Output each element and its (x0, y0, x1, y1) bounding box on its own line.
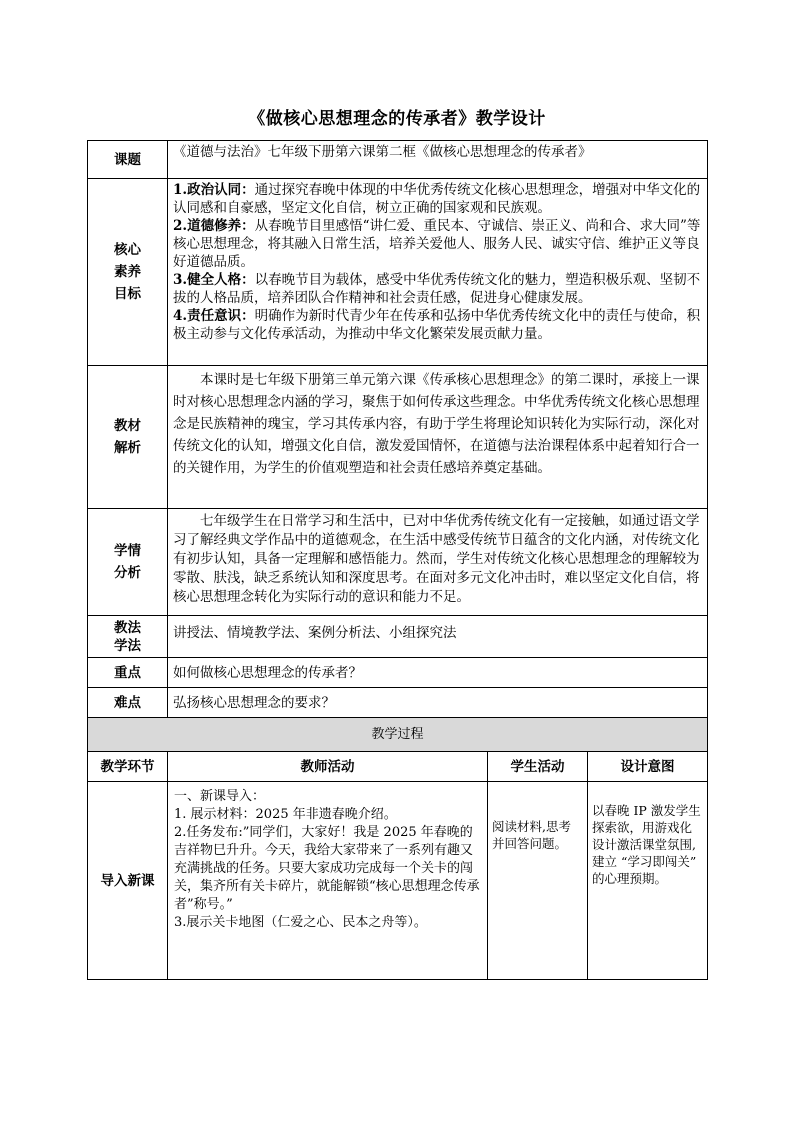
row-process-headers (88, 752, 708, 782)
row-topic (88, 141, 708, 179)
header-intent: 设计意图 (588, 752, 708, 782)
value-core-literacy (168, 179, 708, 366)
header-student: 学生活动 (488, 752, 588, 782)
row-key-point (88, 658, 708, 688)
design-intent: 以春晚 IP 激发学生探索欲，用游戏化设计激活课堂氛围,建立 “学习即闯关” 的心理预期。 (588, 782, 708, 980)
document-title: 《做核心思想理念的传承者》教学设计 (248, 109, 546, 129)
literacy-item: 1.政治认同：通过探究春晚中体现的中华优秀传统文化核心思想理念，增强对中华文化的认同感和自豪感，坚定文化自信，树立正确的国家观和民族观。 (173, 182, 701, 216)
lesson-plan-table (87, 140, 708, 980)
label-core-literacy: 核心 素养 目标 (88, 179, 168, 366)
value-student-analysis: 七年级学生在日常学习和生活中，已对中华优秀传统文化有一定接触，如通过语文学习了解经典文学作品中的道德观念，在生活中感受传统节日蕴含的文化内涵，对传统文化有初步认知，具备一定理解和感悟能力。然而，学生对传统文化核心思想理念的理解较为零散、肤浅，缺乏系统认知和深度思考。在面对多元文化冲击时，难以坚定文化自信，将核心思想理念转化为实际行动的意识和能力不足。 (168, 509, 708, 616)
header-teacher: 教师活动 (168, 752, 488, 782)
label-key-point: 重点 (88, 658, 168, 688)
value-material-analysis: 本课时是七年级下册第三单元第六课《传承核心思想理念》的第二课时，承接上一课时对核心思想理念内涵的学习，聚焦于如何传承这些理念。中华优秀传统文化核心思想理念是民族精神的瑰宝，学习其传承内容，有助于学生将理论知识转化为实际行动，深化对传统文化的认知，增强文化自信，激发爱国情怀，在道德与法治课程体系中起着知行合一的关键作用，为学生的价值观塑造和社会责任感培养奠定基础。 (168, 366, 708, 509)
row-difficulty (88, 688, 708, 718)
stage-intro: 导入新课 (88, 782, 168, 980)
label-student-analysis: 学情 分析 (88, 509, 168, 616)
process-banner: 教学过程 (88, 718, 708, 752)
value-key-point: 如何做核心思想理念的传承者？ (168, 658, 708, 688)
value-difficulty: 弘扬核心思想理念的要求？ (168, 688, 708, 718)
row-methods (88, 616, 708, 658)
label-difficulty: 难点 (88, 688, 168, 718)
student-activity: 阅读材料,思考并回答问题。 (488, 782, 588, 980)
row-student-analysis (88, 509, 708, 616)
row-intro (88, 782, 708, 980)
label-material-analysis: 教材 解析 (88, 366, 168, 509)
value-topic: 《道德与法治》七年级下册第六课第二框《做核心思想理念的传承者》 (168, 141, 708, 179)
value-methods: 讲授法、情境教学法、案例分析法、小组探究法 (168, 616, 708, 658)
literacy-item: 2.道德修养：从春晚节目里感悟“讲仁爱、重民本、守诚信、崇正义、尚和合、求大同”等核心思想理念，将其融入日常生活，培养关爱他人、服务人民、诚实守信、维护正义等良好道德品质。 (173, 218, 701, 270)
row-material-analysis (88, 366, 708, 509)
literacy-item: 4.责任意识：明确作为新时代青少年在传承和弘扬中华优秀传统文化中的责任与使命，积极主动参与文化传承活动，为推动中华文化繁荣发展贡献力量。 (173, 308, 701, 342)
row-core-literacy (88, 179, 708, 366)
literacy-item: 3.健全人格：以春晚节目为载体，感受中华优秀传统文化的魅力，塑造积极乐观、坚韧不拔的人格品质，培养团队合作精神和社会责任感，促进身心健康发展。 (173, 272, 701, 306)
header-stage: 教学环节 (88, 752, 168, 782)
label-topic: 课题 (88, 141, 168, 179)
label-methods: 教法 学法 (88, 616, 168, 658)
row-process-banner (88, 718, 708, 752)
teacher-activity: 一、新课导入： 1. 展示材料：2025 年非遗春晚介绍。 2.任务发布:”同学们，大家好！我是 2025 年春晚的吉祥物巳升升。今天，我给大家带来了一系列有趣又充满挑战的任务。只要大家成功完成每一个关卡的闯关，集齐所有关卡碎片，就能解锁“核心思想理念传承者”称号。” 3.展示关卡地图（仁爱之心、民本之舟等）。 (168, 782, 488, 980)
